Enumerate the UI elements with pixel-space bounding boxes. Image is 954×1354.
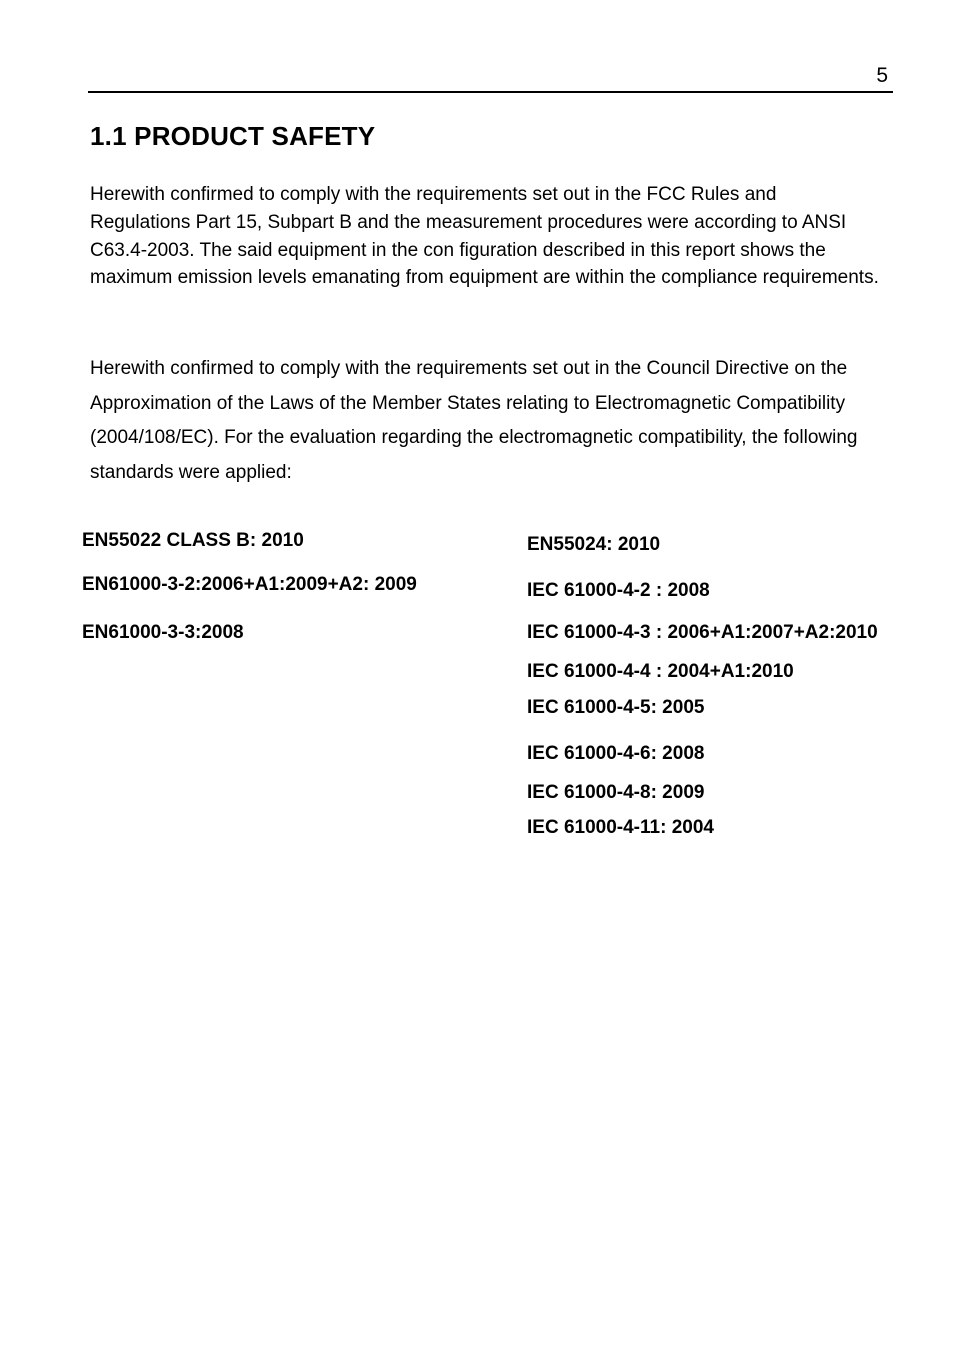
standard-item: EN61000-3-2:2006+A1:2009+A2: 2009 [82,574,417,595]
page-number: 5 [876,64,888,87]
paragraph-fcc-compliance: Herewith confirmed to comply with the requirements set out in the FCC Rules and Regulations Part 15, Subpart B and the measurement procedures were according to ANSI C63.4-2003. The said equipment in the con figuration described in this report shows the maximum emission levels emanating from equipment are within the compliance requirements. [90,184,879,289]
paragraph-ec-compliance: Herewith confirmed to comply with the requirements set out in the Council Directive on the Approximation of the Laws of the Member States relating to Electromagnetic Compatibility (2004/108/EC). For the evaluation regarding the electromagnetic compatibility, the following standards were applied: [90,358,858,483]
standard-item: IEC 61000-4-6: 2008 [527,743,705,764]
standard-item: EN55024: 2010 [527,534,661,555]
standard-item: EN55022 CLASS B: 2010 [82,530,304,551]
standard-item: IEC 61000-4-4 : 2004+A1:2010 [527,661,794,682]
standard-item: IEC 61000-4-11: 2004 [527,817,714,838]
standard-item: EN61000-3-3:2008 [82,622,244,643]
standard-item: IEC 61000-4-3 : 2006+A1:2007+A2:2010 [527,622,878,643]
standard-item: IEC 61000-4-8: 2009 [527,782,705,803]
header-rule [88,91,893,93]
section-title: 1.1 PRODUCT SAFETY [90,121,376,151]
standard-item: IEC 61000-4-5: 2005 [527,697,705,718]
standard-item: IEC 61000-4-2 : 2008 [527,580,710,601]
